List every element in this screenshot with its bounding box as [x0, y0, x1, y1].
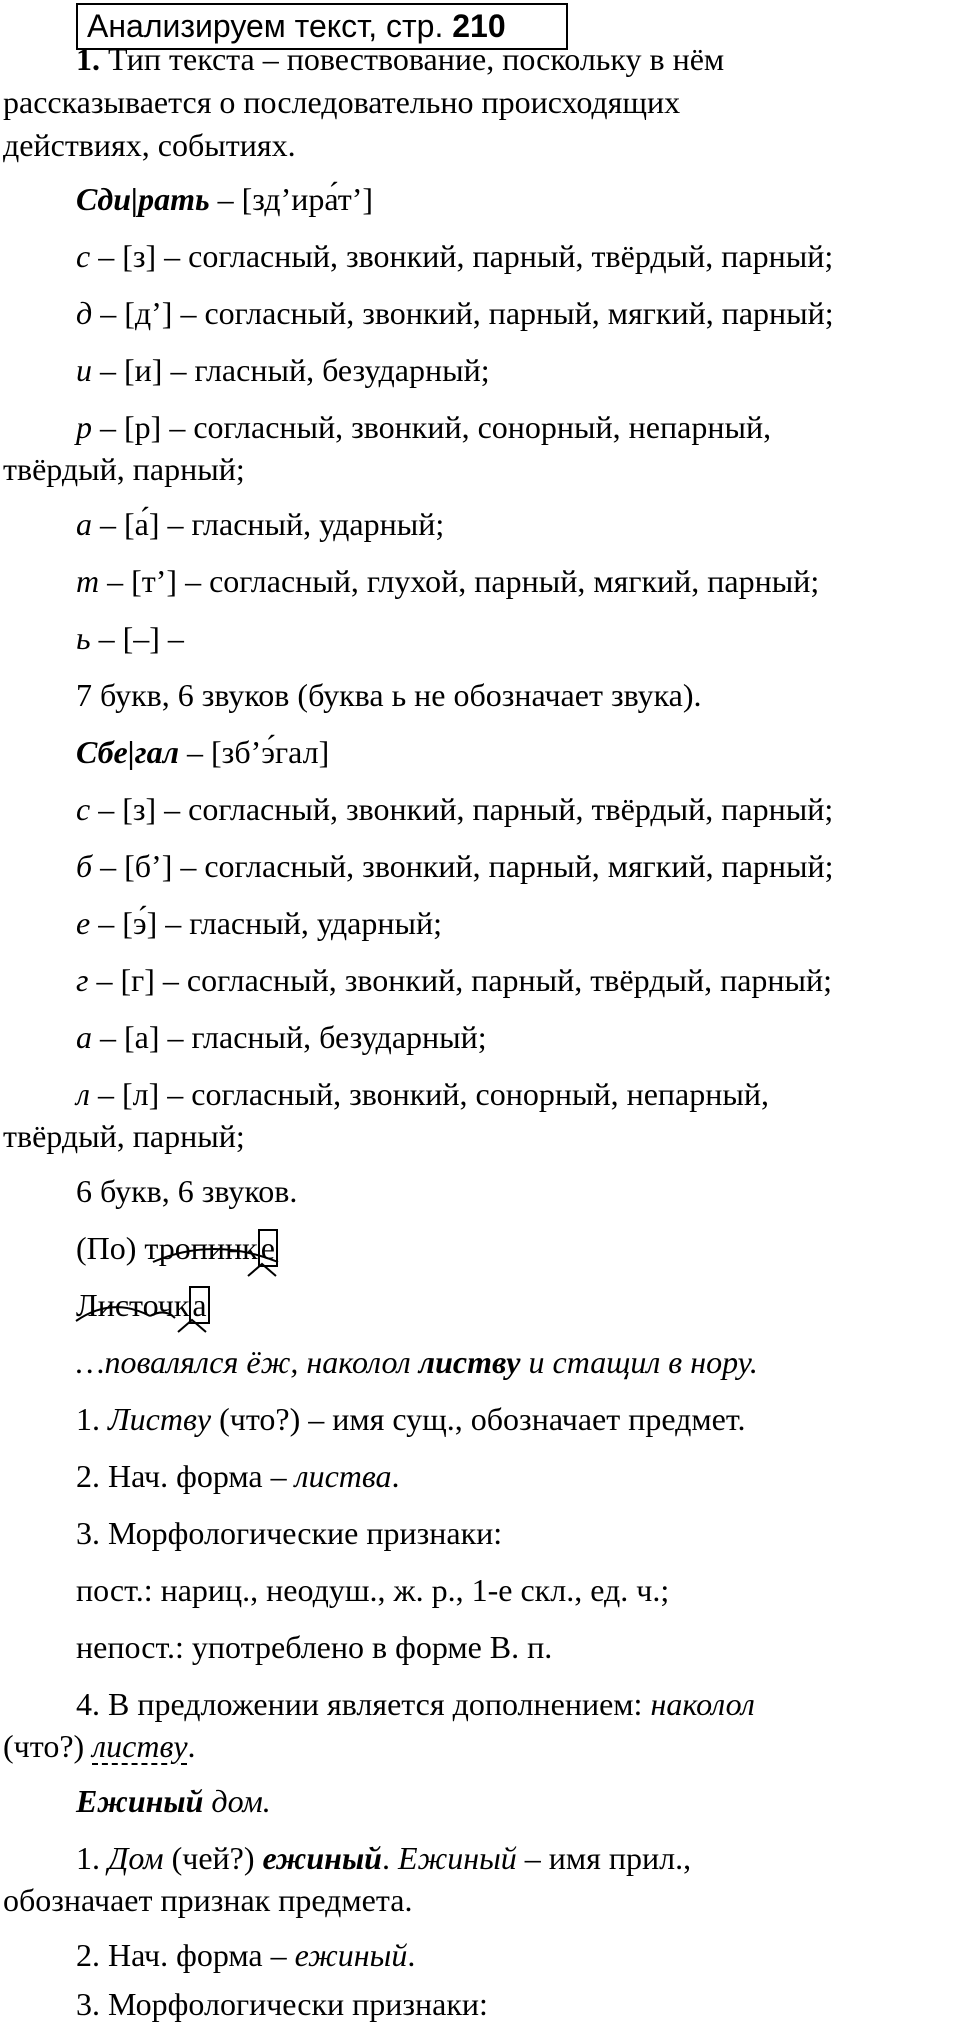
text-line-2: действиях, событиях.: [3, 127, 296, 163]
text-line-3: Сди|рать – [зд’ира́т’]: [76, 181, 374, 217]
text-line-6: и – [и] – гласный, безударный;: [76, 352, 490, 388]
text-line-7: р – [р] – согласный, звонкий, сонорный, непарный,: [76, 409, 772, 445]
text-line-26: 2. Нач. форма – листва.: [76, 1458, 400, 1494]
header-title: Анализируем текст, стр.: [87, 8, 444, 44]
text-line-12: 7 букв, 6 звуков (буква ь не обозначает звука).: [76, 677, 702, 713]
text-line-36: 3. Морфологически признаки:: [76, 1986, 488, 2022]
text-line-0: 1. Тип текста – повествование, поскольку в нём: [76, 41, 725, 77]
text-line-17: г – [г] – согласный, звонкий, парный, твёрдый, парный;: [76, 962, 833, 998]
text-line-29: непост.: употреблено в форме В. п.: [76, 1629, 553, 1665]
text-line-15: б – [б’] – согласный, звонкий, парный, мягкий, парный;: [76, 848, 834, 884]
text-line-25: 1. Листву (что?) – имя сущ., обозначает предмет.: [76, 1401, 746, 1437]
text-line-1: рассказывается о последовательно происходящих: [3, 84, 681, 120]
text-line-16: е – [э́] – гласный, ударный;: [76, 905, 442, 941]
text-line-13: Сбе|гал – [зб’э́гал]: [76, 734, 330, 770]
text-line-28: пост.: нариц., неодуш., ж. р., 1-е скл., ед. ч.;: [76, 1572, 670, 1608]
text-line-10: т – [т’] – согласный, глухой, парный, мягкий, парный;: [76, 563, 820, 599]
text-line-5: д – [д’] – согласный, звонкий, парный, мягкий, парный;: [76, 295, 834, 331]
text-line-9: а – [а́] – гласный, ударный;: [76, 506, 445, 542]
text-line-27: 3. Морфологические признаки:: [76, 1515, 503, 1551]
text-line-33: 1. Дом (чей?) ежиный. Ежиный – имя прил.,: [76, 1840, 692, 1876]
text-line-4: с – [з] – согласный, звонкий, парный, твёрдый, парный;: [76, 238, 834, 274]
text-line-14: с – [з] – согласный, звонкий, парный, твёрдый, парный;: [76, 791, 834, 827]
text-line-32: Ежиный дом.: [76, 1783, 271, 1819]
text-line-21: 6 букв, 6 звуков.: [76, 1173, 298, 1209]
text-line-24: …повалялся ёж, наколол листву и стащил в нору.: [76, 1344, 758, 1380]
text-line-22: (По) тропинке: [76, 1227, 278, 1270]
text-line-20: твёрдый, парный;: [3, 1118, 245, 1154]
text-line-23: Листочка: [76, 1284, 210, 1327]
text-line-31: (что?) листву.: [3, 1728, 196, 1764]
text-line-35: 2. Нач. форма – ежиный.: [76, 1937, 416, 1973]
text-line-8: твёрдый, парный;: [3, 451, 245, 487]
text-line-34: обозначает признак предмета.: [3, 1882, 413, 1918]
text-line-11: ь – [–] –: [76, 620, 184, 656]
text-line-30: 4. В предложении является дополнением: наколол: [76, 1686, 755, 1722]
text-line-18: а – [а] – гласный, безударный;: [76, 1019, 487, 1055]
header-page-number: 210: [452, 8, 506, 44]
text-line-19: л – [л] – согласный, звонкий, сонорный, непарный,: [76, 1076, 769, 1112]
